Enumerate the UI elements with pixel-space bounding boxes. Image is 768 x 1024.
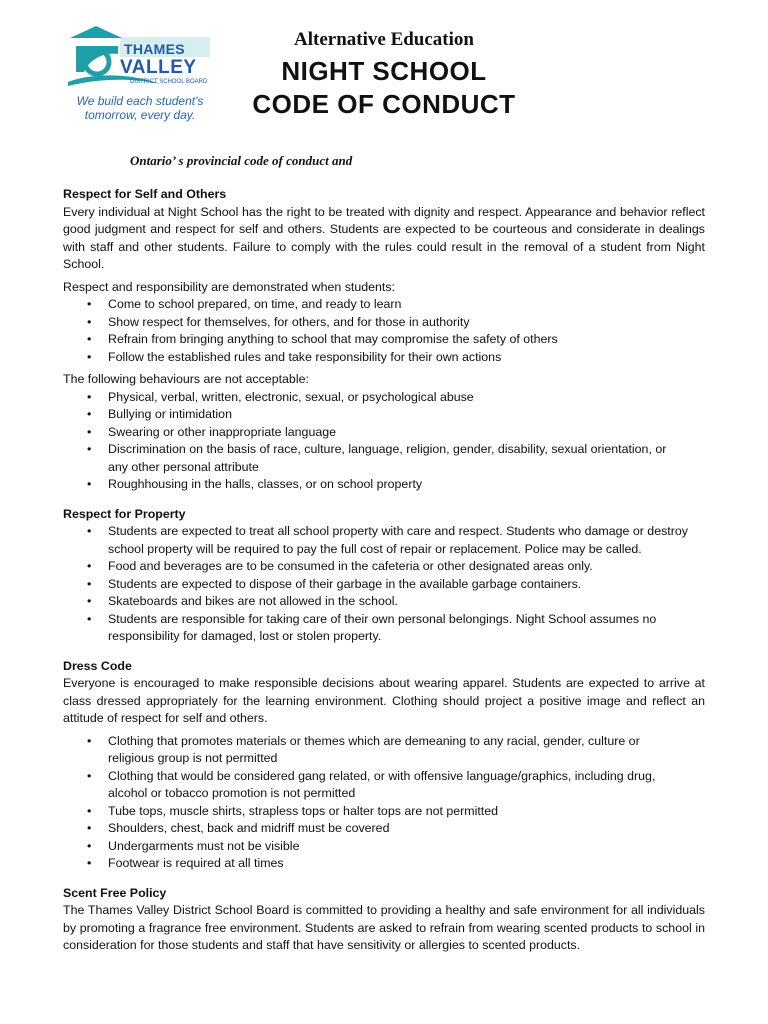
list-item [63,349,705,367]
list-item [63,733,705,768]
list-item-text: Students are responsible for taking care of their own personal belongings. Night School assumes no responsibility for damaged, lost or stolen property. [108,611,657,643]
list-item-text: Tube tops, muscle shirts, strapless tops or halter tops are not permitted [108,803,499,818]
list-item [63,476,705,494]
list-item-text: Clothing that promotes materials or themes which are demeaning to any racial, gender, culture or religious group is not permitted [108,733,640,765]
paragraph: The Thames Valley District School Board is committed to providing a healthy and safe environment for all individuals by promoting a fragrance free environment. Students are asked to refrain from wearing scented products to school in consideration for those students and staff that have sensitivity or allergies to scented products. [63,903,705,952]
list-item-text: Come to school prepared, on time, and ready to learn [108,297,402,311]
list-item [63,331,705,349]
bullet-icon: • [87,611,92,626]
list-item [63,855,705,873]
list-item [63,406,705,424]
bullet-icon: • [87,576,92,591]
logo-tagline-line2: tomorrow, every day. [84,108,196,122]
list-item-text: Follow the established rules and take responsibility for their own actions [108,349,502,364]
list-item [63,558,705,576]
section-title-property: Respect for Property [63,506,186,521]
bullet-icon: • [87,477,92,491]
bullet-icon: • [87,733,92,748]
bullet-icon: • [87,803,92,818]
section-title-dress-code: Dress Code [63,658,132,673]
list-item [63,611,705,646]
list-item-text: Discrimination on the basis of race, culture, language, religion, gender, disability, sexual orientation, or any other personal attribute [108,442,667,474]
logo-tagline-line1: We build each student's [76,94,204,108]
logo-brand-line1: THAMES [124,41,185,57]
bullet-icon: • [87,856,92,870]
paragraph: The following behaviours are not acceptable: [63,372,309,386]
list-item [63,424,705,442]
list-item [63,768,705,803]
list-item-text: Students are expected to treat all school property with care and respect. Students who damage or destroy school property will be required to pay the full cost of repair or replacement. Police may be called. [108,524,688,556]
section-title-respect-self: Respect for Self and Others [63,187,227,201]
paragraph: Everyone is encouraged to make responsible decisions about wearing apparel. Students are expected to arrive at class dressed appropriately for the learning environment. Clothing should project a positive image and reflect an attitude of respect for self and others. [63,676,705,725]
list-item [63,838,705,856]
list-item-text: Roughhousing in the halls, classes, or on school property [108,477,423,491]
bullet-icon: • [87,559,92,573]
document-title-line1: NIGHT SCHOOL [281,56,487,86]
list-item-text: Undergarments must not be visible [108,838,300,853]
list-item [63,441,705,476]
paragraph: Respect and responsibility are demonstrated when students: [63,279,395,294]
bullet-icon: • [87,442,92,456]
list-item-text: Bullying or intimidation [108,407,232,421]
bullet-icon: • [87,524,92,538]
list-item-text: Shoulders, chest, back and midriff must be covered [108,821,390,835]
logo-brand-line3: DISTRICT SCHOOL BOARD [130,79,208,85]
bullet-icon: • [87,821,92,835]
bullet-icon: • [87,407,92,421]
list-item [63,820,705,838]
document-subtitle: Alternative Education [294,29,474,50]
bullet-icon: • [87,314,92,329]
list-item [63,593,705,611]
list-item [63,314,705,332]
paragraph: Every individual at Night School has the right to be treated with dignity and respect. Appearance and behavior reflect good judgment and respect for self and others. Students are expected to be courteous and considerate in dealings with staff and other students. Failure to comply with the rules could result in the removal of a student from Night School. [63,204,705,271]
bullet-icon: • [87,768,92,783]
bullet-icon: • [87,389,92,404]
bullet-icon: • [87,424,92,439]
bullet-list [63,733,705,873]
bullet-icon: • [87,349,92,364]
list-item-text: Skateboards and bikes are not allowed in the school. [108,594,398,608]
intro-line: Ontario’ s provincial code of conduct and [130,153,353,168]
list-item-text: Students are expected to dispose of their garbage in the available garbage containers. [108,576,582,591]
document-title-line2: CODE OF CONDUCT [252,89,516,119]
list-item [63,389,705,407]
logo-brand-line2: VALLEY [120,57,197,78]
bullet-icon: • [87,838,92,853]
list-item-text: Footwear is required at all times [108,856,284,870]
list-item [63,576,705,594]
list-item-text: Swearing or other inappropriate language [108,424,337,439]
list-item-text: Refrain from bringing anything to school that may compromise the safety of others [108,332,558,346]
list-item [63,523,705,558]
list-item [63,296,705,314]
list-item-text: Show respect for themselves, for others, and for those in authority [108,314,470,329]
bullet-list [63,296,705,366]
bullet-list [63,523,705,646]
bullet-icon: • [87,297,92,311]
document-body [63,186,705,955]
bullet-list [63,389,705,494]
list-item [63,803,705,821]
list-item-text: Clothing that would be considered gang related, or with offensive language/graphics, including drug, alcohol or tobacco promotion is not permitted [108,768,656,800]
section-title-scent-free: Scent Free Policy [63,885,167,900]
list-item-text: Physical, verbal, written, electronic, sexual, or psychological abuse [108,389,474,404]
bullet-icon: • [87,594,92,608]
bullet-icon: • [87,332,92,346]
list-item-text: Food and beverages are to be consumed in the cafeteria or other designated areas only. [108,559,593,573]
